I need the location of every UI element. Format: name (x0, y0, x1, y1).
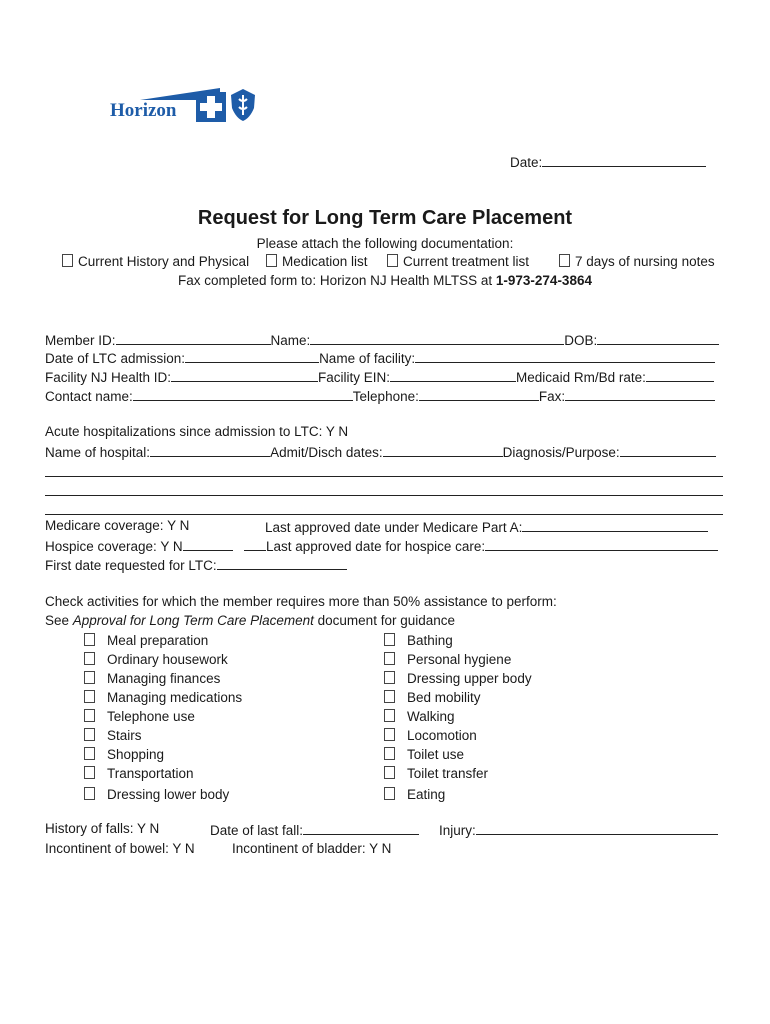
incontinent-bladder: Incontinent of bladder: Y N (232, 841, 392, 856)
activity-item[interactable] (384, 766, 488, 781)
telephone-field[interactable] (419, 387, 539, 401)
activity-label: Ordinary housework (107, 652, 228, 667)
medicaid-rate-field[interactable] (646, 368, 714, 382)
first-date-row: First date requested for LTC: (45, 556, 347, 573)
date-ltc-field[interactable] (185, 349, 319, 363)
guidance-document: Approval for Long Term Care Placement (72, 613, 314, 628)
activity-item[interactable] (84, 671, 220, 686)
first-date-field[interactable] (217, 556, 347, 570)
medicare-last-date-field[interactable] (522, 518, 708, 532)
injury-row: Injury: (439, 821, 718, 838)
hospital-name-field[interactable] (150, 443, 270, 457)
activity-item[interactable] (384, 747, 464, 762)
activity-item[interactable] (84, 747, 164, 762)
checkbox-icon[interactable] (384, 747, 395, 760)
activity-item[interactable] (384, 787, 445, 802)
checkbox-icon[interactable] (62, 254, 73, 267)
blue-shield-icon (230, 88, 256, 122)
hospice-extra-field[interactable] (183, 537, 233, 551)
contact-name-field[interactable] (133, 387, 353, 401)
activity-label: Dressing lower body (107, 787, 230, 802)
attachment-history-physical[interactable]: Current History and Physical (62, 254, 249, 269)
member-id-row: Member ID: Name: DOB: (45, 331, 719, 348)
activity-item[interactable] (84, 709, 195, 724)
checkbox-icon[interactable] (384, 633, 395, 646)
activity-label: Managing finances (107, 671, 221, 686)
activities-intro: Check activities for which the member requires more than 50% assistance to perform: (45, 594, 557, 609)
last-fall-row: Date of last fall: (210, 821, 419, 838)
hospice-coverage-row: Hospice coverage: Y N (45, 537, 233, 554)
hospice-last-date-row: Last approved date for hospice care: (244, 537, 718, 554)
facility-name-field[interactable] (415, 349, 715, 363)
activity-label: Stairs (107, 728, 142, 743)
horizon-logo (110, 88, 260, 124)
activity-label: Transportation (107, 766, 194, 781)
name-field[interactable] (310, 331, 564, 345)
dob-field[interactable] (597, 331, 719, 345)
contact-row: Contact name: Telephone: Fax: (45, 387, 715, 404)
date-ltc-row: Date of LTC admission: Name of facility: (45, 349, 715, 366)
activity-label: Eating (407, 787, 446, 802)
activity-item[interactable] (84, 766, 194, 781)
activity-label: Locomotion (407, 728, 477, 743)
medicare-last-date-row: Last approved date under Medicare Part A: (265, 518, 708, 535)
activity-label: Toilet transfer (407, 766, 489, 781)
date-field[interactable] (542, 153, 706, 167)
hospital-row: Name of hospital: Admit/Disch dates: Diagnosis/Purpose: (45, 443, 716, 460)
checkbox-icon[interactable] (84, 671, 95, 684)
activity-label: Shopping (107, 747, 165, 762)
activity-label: Meal preparation (107, 633, 209, 648)
attachment-medication-list[interactable]: Medication list (266, 254, 368, 269)
admit-disch-field[interactable] (383, 443, 503, 457)
fax-number: 1-973-274-3864 (495, 273, 592, 288)
blue-cross-icon (196, 92, 226, 122)
acute-hospitalizations: Acute hospitalizations since admission to LTC: Y N (45, 424, 349, 439)
attachment-treatment-list[interactable]: Current treatment list (387, 254, 529, 269)
checkbox-icon[interactable] (84, 728, 95, 741)
incontinent-bowel: Incontinent of bowel: Y N (45, 841, 195, 856)
facility-id-row: Facility NJ Health ID: Facility EIN: Medicaid Rm/Bd rate: (45, 368, 714, 385)
activity-item[interactable] (84, 787, 229, 802)
activity-item[interactable] (384, 652, 511, 667)
diagnosis-field[interactable] (620, 443, 716, 457)
hospital-line-3[interactable] (45, 514, 723, 515)
checkbox-icon[interactable] (384, 652, 395, 665)
checkbox-icon[interactable] (387, 254, 398, 267)
last-fall-field[interactable] (303, 821, 419, 835)
injury-field[interactable] (476, 821, 718, 835)
facility-nj-id-field[interactable] (171, 368, 318, 382)
checkbox-icon[interactable] (266, 254, 277, 267)
checkbox-icon[interactable] (84, 787, 95, 800)
checkbox-icon[interactable] (84, 652, 95, 665)
activity-item[interactable] (84, 652, 228, 667)
checkbox-icon[interactable] (84, 766, 95, 779)
facility-ein-field[interactable] (390, 368, 516, 382)
checkbox-icon[interactable] (84, 633, 95, 646)
activity-item[interactable] (84, 690, 242, 705)
activity-item[interactable] (384, 690, 481, 705)
attachment-nursing-notes[interactable]: 7 days of nursing notes (559, 254, 715, 269)
hospital-line-1[interactable] (45, 476, 723, 477)
checkbox-icon[interactable] (384, 671, 395, 684)
activity-item[interactable] (384, 709, 455, 724)
activity-item[interactable] (384, 633, 453, 648)
activity-label: Telephone use (107, 709, 195, 724)
activity-item[interactable] (84, 633, 208, 648)
activity-item[interactable] (84, 728, 142, 743)
checkbox-icon[interactable] (384, 766, 395, 779)
hospice-prefix-field[interactable] (244, 537, 266, 551)
member-id-field[interactable] (116, 331, 271, 345)
activity-item[interactable] (384, 728, 477, 743)
activity-label: Walking (407, 709, 455, 724)
hospital-line-2[interactable] (45, 495, 723, 496)
logo-text: Horizon (110, 100, 177, 121)
medicare-coverage: Medicare coverage: Y N (45, 518, 190, 533)
fax-instructions: Fax completed form to: Horizon NJ Health MLTSS at 1-973-274-3864 (178, 273, 592, 288)
fax-field[interactable] (565, 387, 715, 401)
checkbox-icon[interactable] (84, 690, 95, 703)
activities-guidance: See Approval for Long Term Care Placement document for guidance (45, 613, 455, 628)
activity-label: Toilet use (407, 747, 465, 762)
checkbox-icon[interactable] (384, 709, 395, 722)
history-falls: History of falls: Y N (45, 821, 160, 836)
activity-item[interactable] (384, 671, 532, 686)
activity-label: Bathing (407, 633, 453, 648)
checkbox-icon[interactable] (84, 709, 95, 722)
activity-label: Dressing upper body (407, 671, 532, 686)
checkbox-icon[interactable] (559, 254, 570, 267)
activity-label: Bed mobility (407, 690, 481, 705)
checkbox-icon[interactable] (384, 690, 395, 703)
activity-label: Personal hygiene (407, 652, 512, 667)
attach-instructions: Please attach the following documentation: (256, 236, 514, 251)
checkbox-icon[interactable] (384, 787, 395, 800)
activity-label: Managing medications (107, 690, 243, 705)
checkbox-icon[interactable] (384, 728, 395, 741)
hospice-last-date-field[interactable] (485, 537, 718, 551)
form-title: Request for Long Term Care Placement (197, 207, 573, 229)
date-label: Date: (510, 155, 543, 170)
checkbox-icon[interactable] (84, 747, 95, 760)
